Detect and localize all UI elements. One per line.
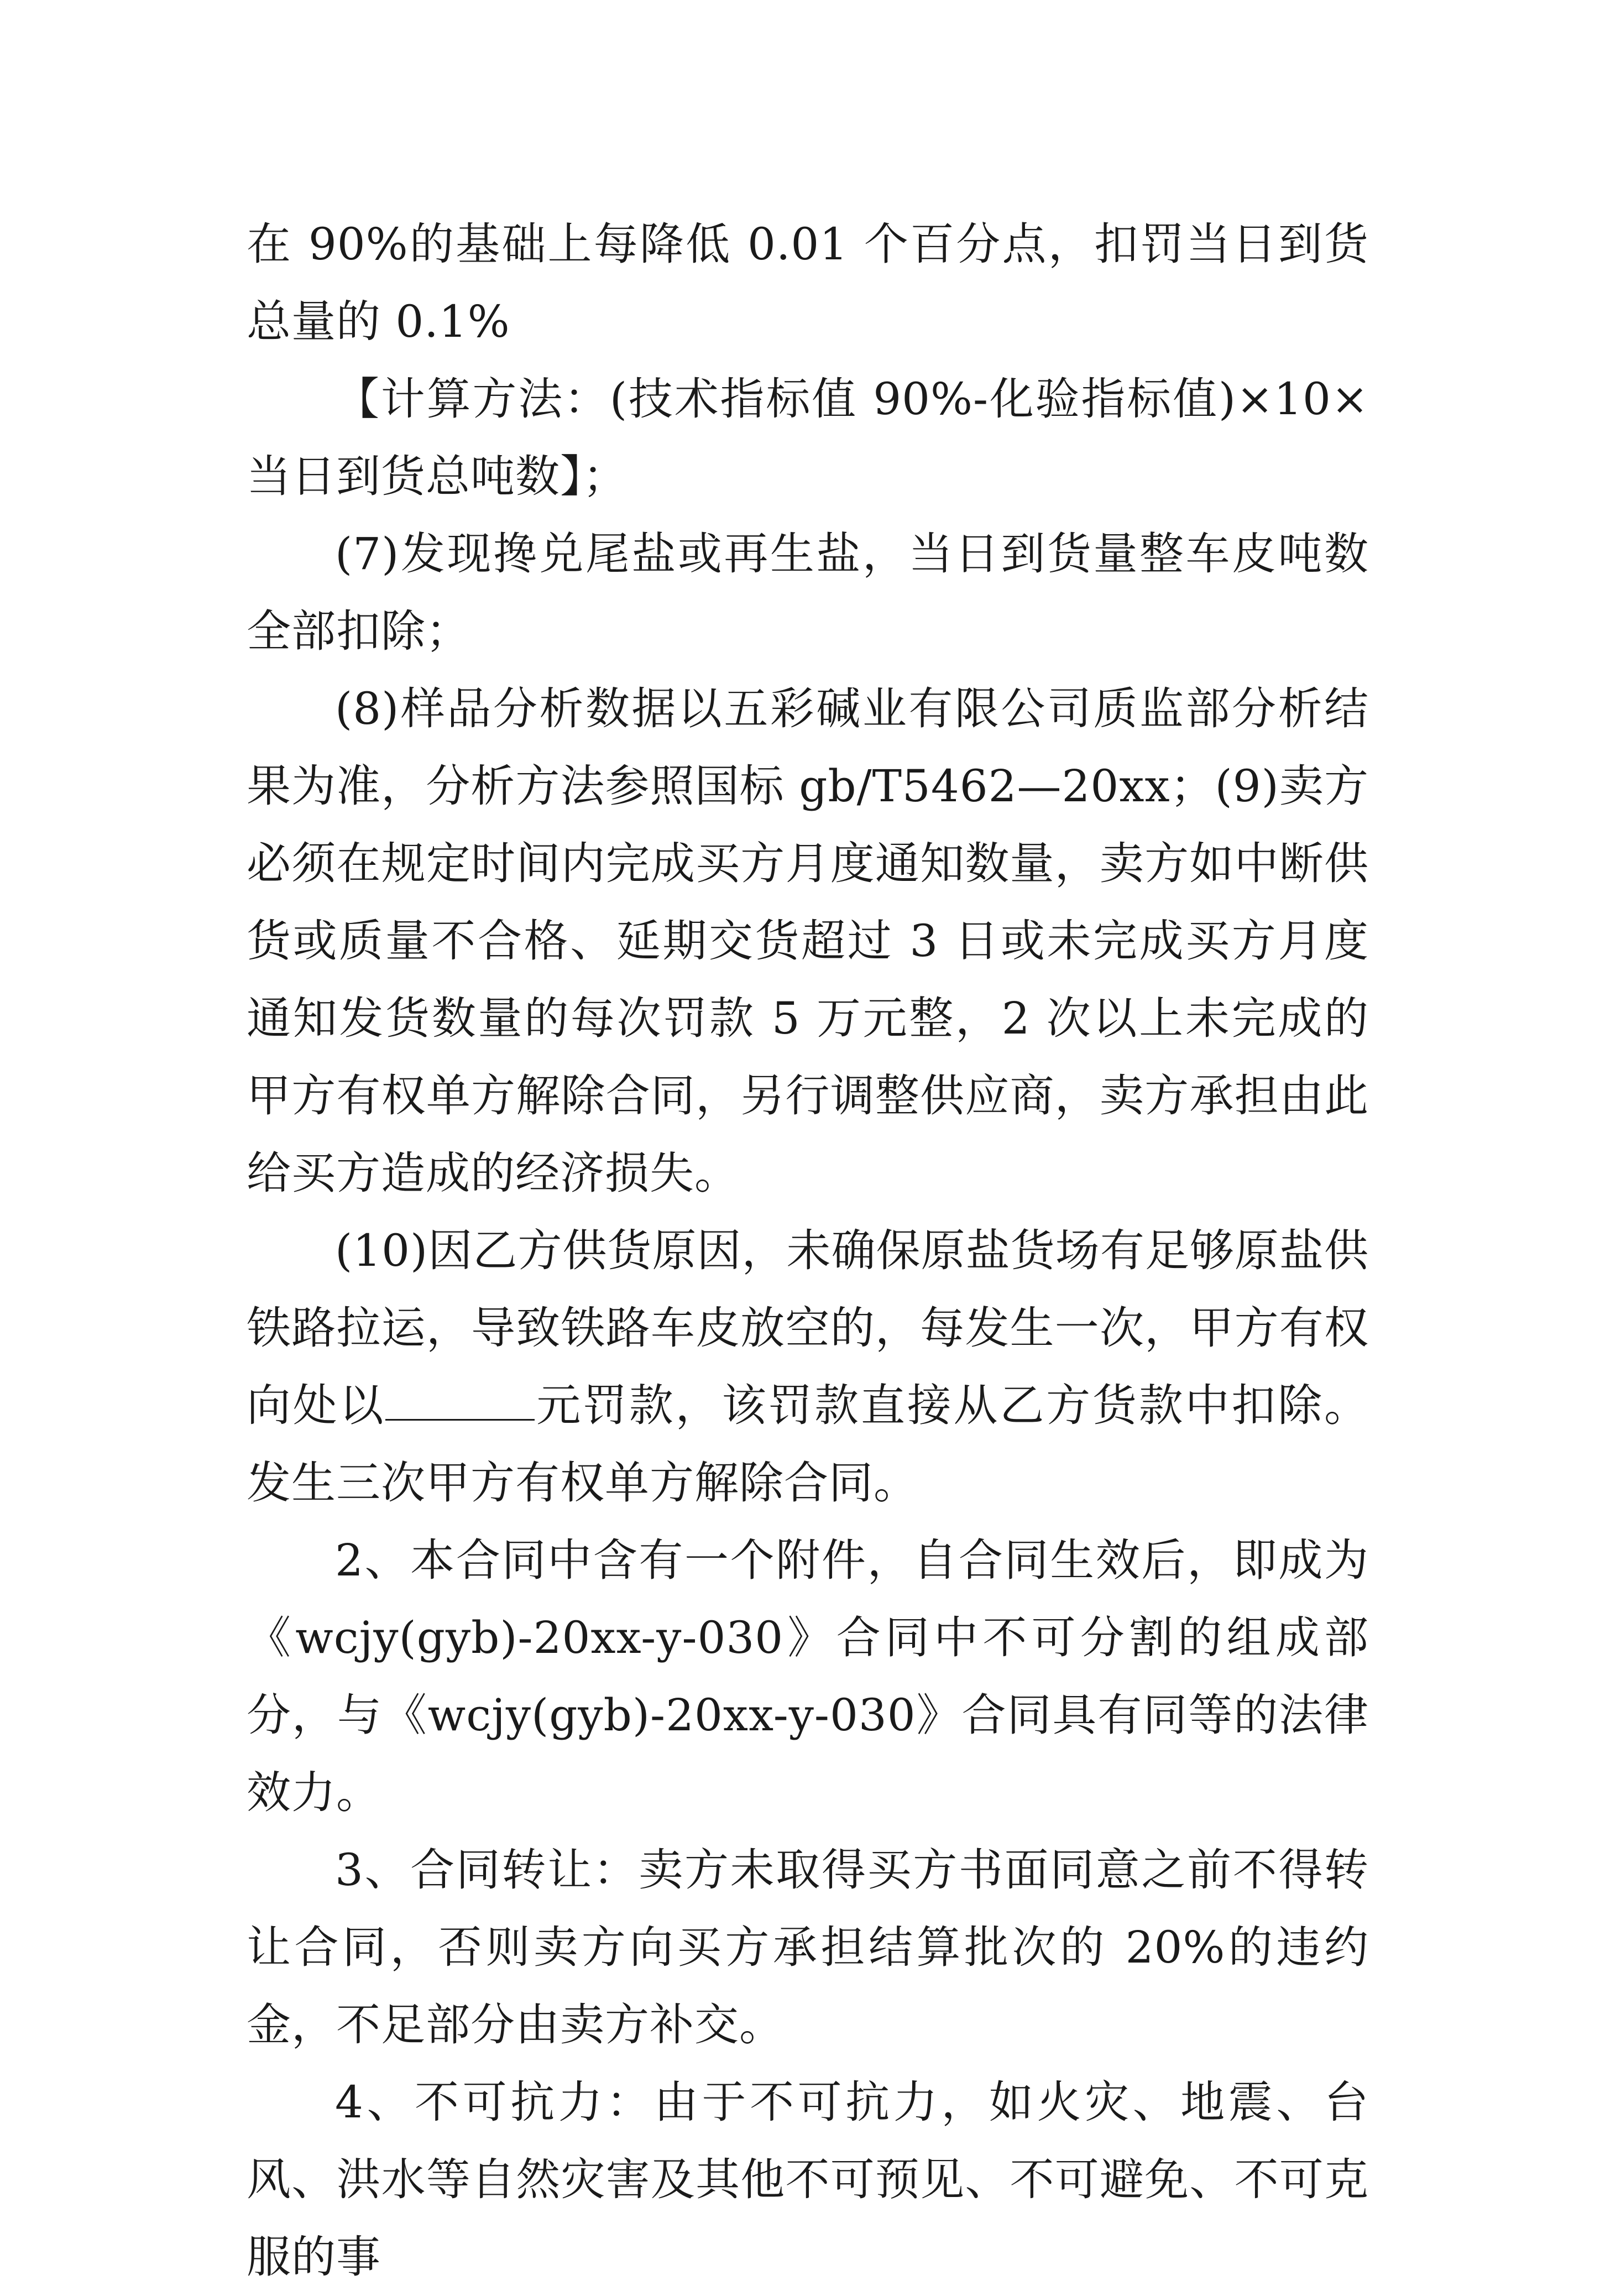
paragraph-item-2-attachment: 2、本合同中含有一个附件，自合同生效后，即成为《wcjy(gyb)-20xx-y-030》合同中不可分割的组成部分，与《wcjy(gyb)-20xx-y-030》合同具有同等的法律效力。 (247, 1535, 1369, 1818)
paragraph-penalty-rule: 在 90%的基础上每降低 0.01 个百分点，扣罚当日到货总量的 0.1% (247, 218, 1369, 347)
clause-10-text-after-blank: 元罚款，该罚款直接从乙方货款中扣除。发生三次甲方有权单方解除合同。 (247, 1380, 1369, 1509)
clause-10-text-before-blank: (10)因乙方供货原因，未确保原盐货场有足够原盐供铁路拉运，导致铁路车皮放空的，每发生一次，甲方有权向处以 (247, 1225, 1369, 1431)
paragraph-item-3-assignment: 3、合同转让：卖方未取得买方书面同意之前不得转让合同，否则卖方向买方承担结算批次的 20%的违约金，不足部分由卖方补交。 (247, 1844, 1369, 2050)
fill-in-blank (385, 1418, 535, 1421)
paragraph-item-4-force-majeure: 4、不可抗力：由于不可抗力，如火灾、地震、台风、洪水等自然灾害及其他不可预见、不可避免、不可克服的事 (247, 2076, 1369, 2283)
paragraph-clause-7: (7)发现搀兑尾盐或再生盐，当日到货量整车皮吨数全部扣除； (247, 528, 1369, 657)
paragraph-clause-8-9: (8)样品分析数据以五彩碱业有限公司质监部分析结果为准，分析方法参照国标 gb/T5462—20xx；(9)卖方必须在规定时间内完成买方月度通知数量，卖方如中断供货或质量不合格、延期交货超过 3 日或未完成买方月度通知发货数量的每次罚款 5 万元整，2 次以上未完成的甲方有权单方解除合同，另行调整供应商，卖方承担由此给买方造成的经济损失。 (247, 683, 1369, 1199)
paragraph-clause-10 (247, 1212, 1369, 1522)
paragraph-calculation-method: 【计算方法：(技术指标值 90%-化验指标值)×10×当日到货总吨数】； (247, 373, 1369, 502)
document-body (247, 206, 1369, 2296)
